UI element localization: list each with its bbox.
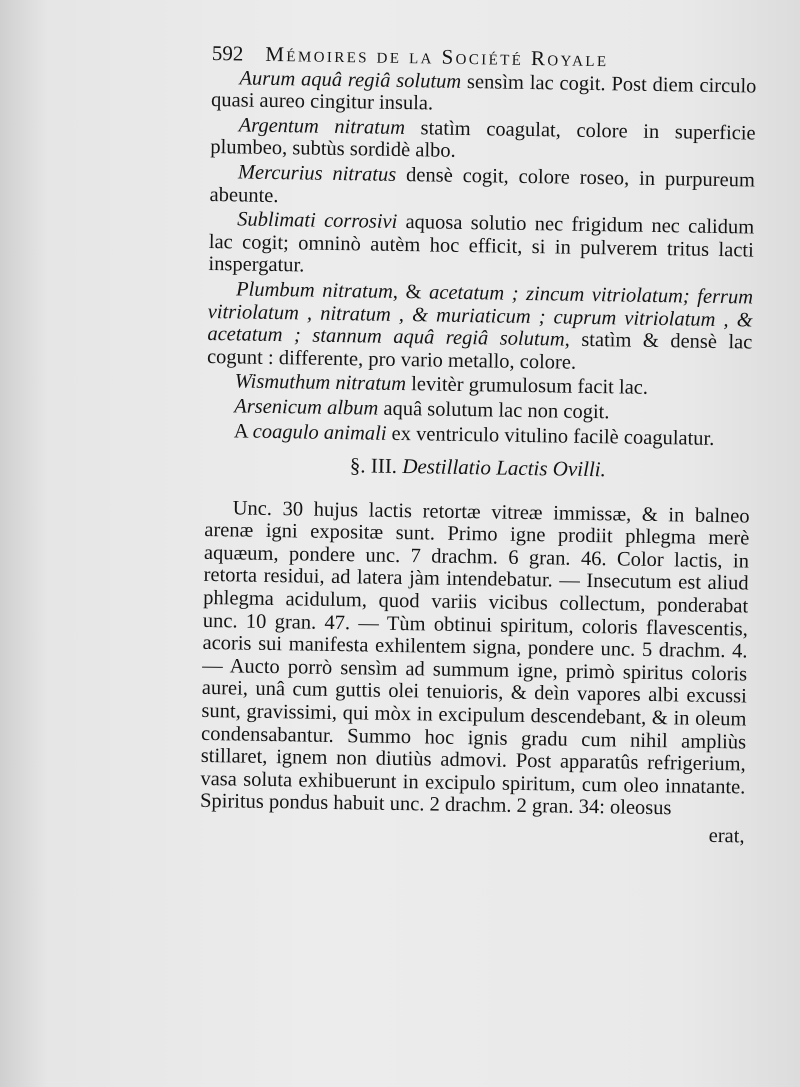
entry-text: densè cogit, colore roseo, in purpureum abeunte.	[209, 163, 756, 207]
entry-term: Argentum nitratum	[238, 114, 406, 139]
section-number: §. III.	[349, 453, 398, 479]
entry-term: Aurum aquâ regiâ solutum	[239, 67, 462, 93]
entry-text: ex ventriculo vitulino facilè coagulatur.	[386, 422, 715, 450]
entry-text: levitèr grumulosum facit lac.	[405, 373, 649, 400]
entry-term: Mercurius nitratus	[237, 161, 397, 186]
entry-term: acetatum ; zincum vitriolatum; ferrum vitriolatum , nitratum , & muriaticum ; cuprum vitriolatum , & acetatum ; stannum aquâ regiâ solutum	[207, 281, 754, 351]
section-title: Destillatio Lactis Ovilli.	[402, 454, 607, 482]
running-title: Mémoires de la Société Royale	[265, 41, 609, 72]
entry-term: Wismuthum nitratum	[234, 370, 407, 396]
entry-term: Arsenicum album	[234, 395, 379, 420]
entry-mercurius	[209, 161, 755, 215]
entry-text: , statìm & densè lac cogunt : differente, pro vario metallo, colore.	[206, 328, 753, 374]
entry-text: sensìm lac cogit. Post diem circulo quasi aureo cingitur insula.	[210, 70, 757, 115]
entry-term: Plumbum nitratum	[235, 278, 394, 303]
entry-term: coagulo animali	[252, 420, 387, 445]
entry-text: aquâ solutum lac non cogit.	[378, 397, 610, 424]
page-number: 592	[211, 41, 244, 66]
catchword: erat,	[708, 824, 745, 848]
entry-text: , &	[392, 280, 430, 304]
entry-metals	[207, 278, 753, 377]
entry-argentum	[210, 114, 756, 168]
section-heading	[205, 452, 750, 483]
body-paragraph: Unc. 30 hujus lactis retortæ vitreæ immissæ, & in balneo arenæ igni expositæ sunt. Primo igne prodiit phlegma merè aquæum, pondere unc. 7 drachm. 6 gran. 46. Color lactis, in retorta residui, ad latera jàm intendebatur. — Insecutum est aliud phlegma acidulum, quod variis vicibus collectum, ponderabat unc. 10 gran. 47. — Tùm obtinui spiritum, coloris flavescentis, acoris sui manifesta exhilentem signa, pondere unc. 5 drachm. 4. — Aucto porrò sensìm ad summum igne, primò spiritus coloris aurei, unâ cum guttis olei tenuioris, & deìn vapores albi excussi sunt, gravissimi, qui mòx in excipulum descendebant, & in oleum condensabantur. Summo hoc ignis gradu cum nihil ampliùs stillaret, ignem non diutiùs admovi. Post apparatûs refrigerium, vasa soluta exhibuerunt in excipulo spiritum, cum oleo innatante. Spiritus pondus habuit unc. 2 drachm. 2 gran. 34: oleosus	[199, 497, 750, 820]
entry-sublimati	[208, 208, 754, 284]
entry-term: Sublimati corrosivi	[237, 208, 398, 234]
entry-text: A	[233, 419, 253, 443]
entry-text: aquosa solutio nec frigidum nec calidum lac cogit; omninò autèm hoc efficit, si in pulverem tritus lacti inspergatur.	[208, 211, 755, 277]
text-block	[199, 42, 756, 848]
entry-text: statìm coagulat, colore in superficie plumbeo, subtùs sordidè albo.	[210, 116, 756, 163]
entry-aurum	[211, 67, 757, 121]
